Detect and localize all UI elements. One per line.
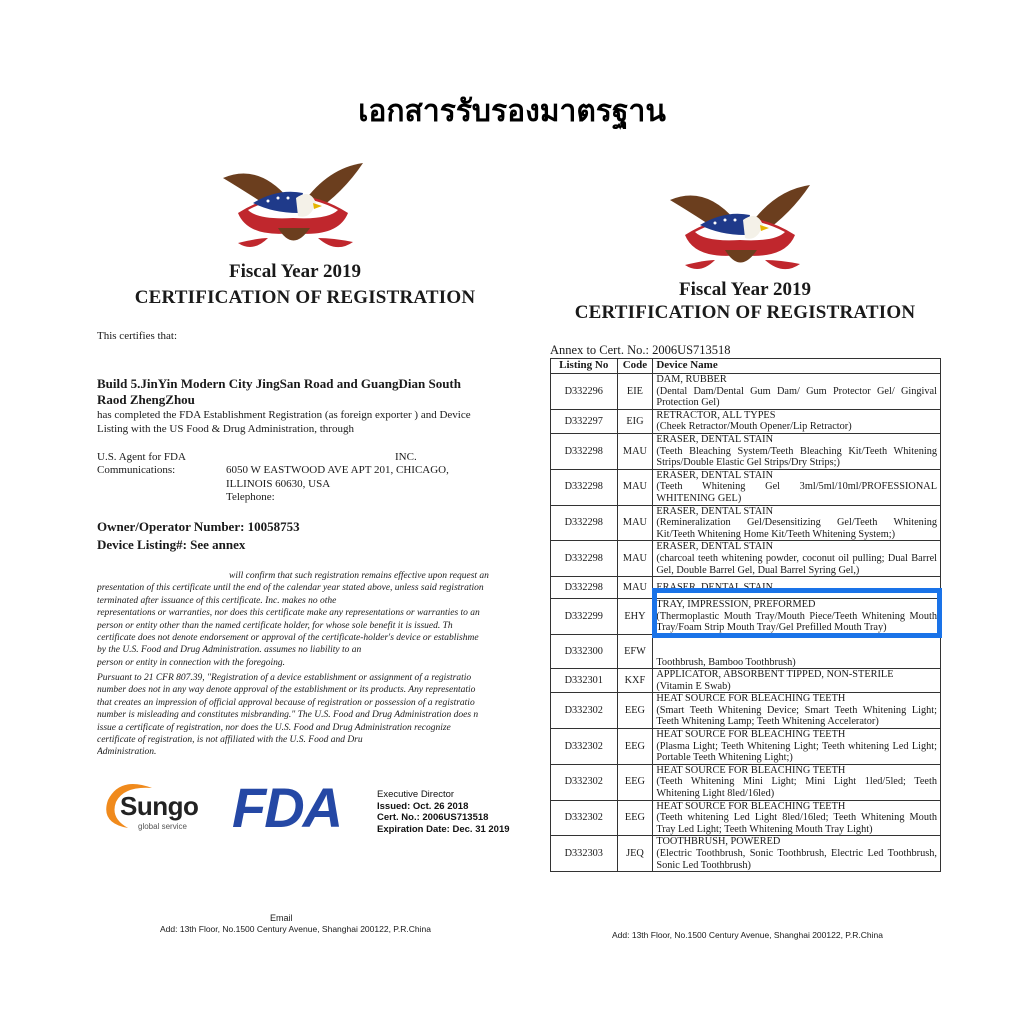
cert-title: CERTIFICATION OF REGISTRATION (574, 302, 916, 323)
disclaimer-line: issue a certificate of registration, nor does the U.S. Food and Drug Administration recognize (97, 722, 451, 733)
device-name-title: TOOTHBRUSH, POWERED (656, 836, 781, 848)
listing-no: D332298 (551, 541, 618, 577)
device-name-title: ERASER, DENTAL STAIN (656, 469, 774, 481)
listing-no: D332301 (551, 669, 618, 693)
disclaimer-line: terminated after issuance of this certificate. Inc. makes no othe (97, 595, 337, 606)
device-name-title: ERASER, DENTAL STAIN (656, 433, 774, 445)
sungo-subtitle: global service (138, 822, 187, 831)
device-name (653, 729, 941, 765)
device-name-desc: (Teeth Bleaching System/Teeth Bleaching Kit/Teeth Whitening Strips/Double Elastic Gel Strips/Dry Strips;) (656, 445, 937, 469)
listing-no: D332297 (551, 409, 618, 433)
device-name-title: ERASER, DENTAL STAIN (656, 505, 774, 517)
device-name-desc: (Teeth Whitening Mini Light; Mini Light 1led/5led; Teeth Whitening Light 8led/16led) (656, 776, 937, 800)
disclaimer-line: will confirm that such registration remains effective upon request an (229, 571, 489, 581)
code: EFW (617, 635, 653, 669)
listing-no: D332298 (551, 433, 618, 469)
device-name-title: TRAY, IMPRESSION, PREFORMED (656, 599, 816, 611)
certifies-text: This certifies that: (97, 330, 178, 342)
disclaimer-line: person or entity other than the named certificate holder, for whose sole benefit it is issued. Th (97, 620, 453, 631)
table-row (551, 433, 941, 469)
device-name (653, 764, 941, 800)
code: EIG (617, 409, 653, 433)
completed-line-2: Listing with the US Food & Drug Administration, through (97, 423, 354, 435)
listing-no: D332302 (551, 693, 618, 729)
footer-address: Add: 13th Floor, No.1500 Century Avenue, Shanghai 200122, P.R.China (160, 924, 431, 934)
device-name (653, 800, 941, 836)
listing-no: D332300 (551, 635, 618, 669)
issued-date: Issued: Oct. 26 2018 (377, 800, 469, 812)
device-name-desc: (Teeth whitening Led Light 8led/16led; Teeth Whitening Mouth Tray Led Light; Teeth Whitening Mouth Tray Light) (656, 812, 937, 835)
column-header: Code (617, 359, 653, 374)
device-name (653, 374, 941, 410)
device-name-desc: (charcoal teeth whitening powder, coconut oil pulling; Dual Barrel Gel, Double Barrel Gel, Dual Barrel Syring Gel,) (656, 552, 937, 576)
table-row (551, 764, 941, 800)
cert-number: Cert. No.: 2006US713518 (377, 812, 489, 823)
table-header-row (551, 359, 941, 374)
footer-address: Add: 13th Floor, No.1500 Century Avenue, Shanghai 200122, P.R.China (612, 930, 883, 940)
device-name (653, 693, 941, 729)
listing-no: D332302 (551, 729, 618, 765)
communications-line-1: 6050 W EASTWOOD AVE APT 201, CHICAGO, (226, 464, 449, 476)
disclaimer-paragraph-1 (97, 570, 515, 669)
device-name (653, 669, 941, 693)
device-name-desc: (Teeth Whitening Gel 3ml/5ml/10ml/PROFESSIONAL WHITENING GEL) (656, 481, 937, 504)
table-row (551, 541, 941, 577)
listing-no: D332298 (551, 577, 618, 599)
device-name-desc: (Electric Toothbrush, Sonic Toothbrush, Electric Led Toothbrush, Sonic Led Toothbrush) (656, 848, 937, 871)
email-label: Email (270, 913, 293, 923)
owner-number: Owner/Operator Number: 10058753 (97, 519, 300, 534)
agent-value: INC. (395, 451, 417, 463)
exec-title: Executive Director (377, 789, 455, 800)
device-name (653, 541, 941, 577)
page-heading: เอกสารรับรองมาตรฐาน (358, 94, 666, 129)
disclaimer-line: number is misleading and constitutes misbranding." The U.S. Food and Drug Administration does n (97, 710, 479, 721)
device-name (653, 505, 941, 541)
device-listing: Device Listing#: See annex (97, 537, 246, 552)
sungo-wordmark: Sungo (120, 791, 199, 821)
table-row (551, 469, 941, 505)
sungo-logo (100, 778, 230, 838)
device-name-desc: (Vitamin E Swab) (656, 680, 731, 692)
annex-reference: Annex to Cert. No.: 2006US713518 (550, 343, 731, 357)
device-name-title: HEAT SOURCE FOR BLEACHING TEETH (656, 800, 846, 812)
device-name (653, 836, 941, 872)
device-name (653, 409, 941, 433)
device-name-desc: (Remineralization Gel/Desensitizing Gel/Teeth Whitening Kit/Teeth Whitening Home Kit/Teeth Whitening System;) (656, 517, 937, 540)
device-name-title: HEAT SOURCE FOR BLEACHING TEETH (656, 729, 846, 741)
device-name-desc: (Thermoplastic Mouth Tray/Mouth Piece/Teeth Whitening Mouth Tray/Foam Strip Mouth Tray/Gel Prefilled Mouth Tray) (656, 610, 937, 634)
code: EEG (617, 764, 653, 800)
fda-logo: FDA (232, 776, 342, 839)
listing-no: D332299 (551, 599, 618, 635)
communications-label: Communications: (97, 464, 176, 476)
table-row (551, 800, 941, 836)
column-header: Device Name (653, 359, 941, 374)
company-line-2: Raod ZhengZhou (97, 392, 195, 407)
device-name (653, 469, 941, 505)
device-name-title: RETRACTOR, ALL TYPES (656, 409, 776, 421)
fiscal-year: Fiscal Year 2019 (229, 261, 361, 282)
listing-no: D332302 (551, 800, 618, 836)
device-name-title: APPLICATOR, ABSORBENT TIPPED, NON-STERILE (656, 669, 894, 681)
code: MAU (617, 541, 653, 577)
listing-no: D332298 (551, 469, 618, 505)
disclaimer-line: that creates an impression of official approval because of registration or possession of a registratio (97, 697, 475, 708)
device-name (653, 433, 941, 469)
code: EIE (617, 374, 653, 410)
table-row (551, 669, 941, 693)
device-name-desc: Toothbrush, Bamboo Toothbrush) (656, 656, 796, 668)
code: EEG (617, 693, 653, 729)
eagle-flag-icon (218, 158, 368, 258)
table-row (551, 693, 941, 729)
agent-label: U.S. Agent for FDA (97, 451, 186, 463)
column-header: Listing No (551, 359, 618, 374)
listing-no: D332296 (551, 374, 618, 410)
company-line-1: Build 5.JinYin Modern City JingSan Road and GuangDian South (97, 376, 461, 391)
disclaimer-line: Administration. (97, 747, 157, 758)
table-row (551, 836, 941, 872)
communications-line-2: ILLINOIS 60630, USA (226, 478, 331, 490)
disclaimer-line: number does not in any way denote approval of the establishment or its products. Any representatio (97, 685, 476, 696)
disclaimer-line: presentation of this certificate until the end of the calendar year stated above, unless said registration (97, 583, 484, 594)
code: MAU (617, 577, 653, 599)
table-row (551, 505, 941, 541)
table-row (551, 635, 941, 669)
fiscal-year: Fiscal Year 2019 (679, 279, 811, 300)
communications-line-3: Telephone: (226, 491, 275, 503)
disclaimer-line: representations or warranties, nor does this certificate make any representations or warranties to an (97, 608, 480, 619)
disclaimer-paragraph-2 (97, 672, 515, 759)
device-name-desc: (Dental Dam/Dental Gum Dam/ Gum Protector Gel/ Gingival Protection Gel) (656, 385, 937, 409)
disclaimer-line: by the U.S. Food and Drug Administration. assumes no liability to an (97, 645, 362, 656)
device-name-title: ERASER, DENTAL STAIN (656, 581, 774, 593)
cert-title: CERTIFICATION OF REGISTRATION (134, 287, 476, 308)
code: EEG (617, 729, 653, 765)
device-name-title: HEAT SOURCE FOR BLEACHING TEETH (656, 693, 846, 705)
disclaimer-line: Pursuant to 21 CFR 807.39, "Registration of a device establishment or assignment of a registratio (97, 673, 472, 683)
listing-no: D332298 (551, 505, 618, 541)
code: KXF (617, 669, 653, 693)
table-row (551, 409, 941, 433)
table-row (551, 729, 941, 765)
device-name-desc: (Smart Teeth Whitening Device; Smart Teeth Whitening Light; Teeth Whitening Lamp; Teeth Whitening Accelerator) (656, 704, 937, 728)
code: EHY (617, 599, 653, 635)
device-name-title: DAM, RUBBER (656, 374, 727, 385)
expiration-date: Expiration Date: Dec. 31 2019 (377, 823, 510, 835)
completed-line-1: has completed the FDA Establishment Registration (as foreign exporter ) and Device (97, 409, 471, 421)
device-name-title: ERASER, DENTAL STAIN (656, 541, 774, 553)
device-name (653, 635, 941, 669)
code: MAU (617, 505, 653, 541)
disclaimer-line: certificate of registration, is not affiliated with the U.S. Food and Dru (97, 735, 363, 746)
code: EEG (617, 800, 653, 836)
disclaimer-line: certificate does not denote endorsement or approval of the certificate-holder's device or establishme (97, 633, 479, 644)
code: MAU (617, 469, 653, 505)
code: JEQ (617, 836, 653, 872)
signature-block (377, 789, 510, 835)
disclaimer-line: person or entity in connection with the foregoing. (97, 657, 286, 668)
eagle-flag-icon (665, 180, 815, 280)
listing-no: D332303 (551, 836, 618, 872)
device-name-desc: (Plasma Light; Teeth Whitening Light; Teeth whitening Led Light; Portable Teeth Whitening Light;) (656, 740, 937, 764)
device-name-title: HEAT SOURCE FOR BLEACHING TEETH (656, 764, 846, 776)
listing-no: D332302 (551, 764, 618, 800)
table-row (551, 374, 941, 410)
device-name-desc: (Cheek Retractor/Mouth Opener/Lip Retractor) (656, 421, 852, 433)
highlight-box (652, 588, 942, 638)
code: MAU (617, 433, 653, 469)
